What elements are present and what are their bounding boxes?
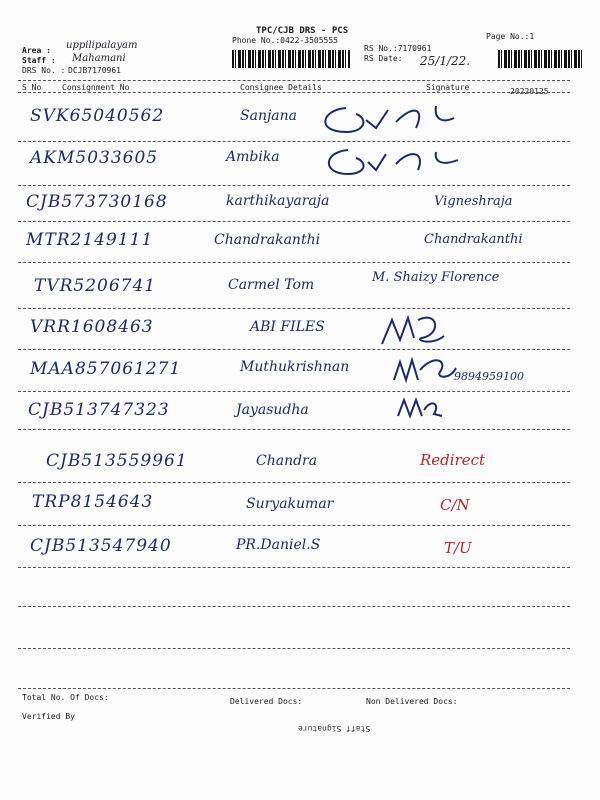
area-label: Area : <box>22 46 51 55</box>
col-consignment: Consignment No <box>62 83 130 92</box>
signature-remark: C/N <box>440 496 470 514</box>
signature-text: Vigneshraja <box>434 194 513 209</box>
signature-scribble <box>318 140 468 180</box>
col-sno: S No <box>22 83 42 92</box>
row-divider <box>18 688 570 689</box>
phone-number: Phone No.:0422-3505555 <box>232 36 338 45</box>
verified-by-label: Verified By <box>22 712 75 721</box>
drs-value: DCJB7170961 <box>68 66 121 75</box>
row-divider <box>18 429 570 430</box>
consignment-number: TVR5206741 <box>34 276 157 296</box>
consignee-name: Sanjana <box>240 108 298 124</box>
non-delivered-docs-label: Non Delivered Docs: <box>366 697 458 706</box>
header-rule-bottom <box>18 92 570 93</box>
row-divider <box>18 349 570 350</box>
row-divider <box>18 221 570 222</box>
signature-scribble <box>394 394 444 422</box>
consignee-name: Chandra <box>256 453 318 469</box>
row-divider <box>18 391 570 392</box>
signature-text: M. Shaizy Florence <box>372 270 500 285</box>
header-rule-top <box>18 80 570 81</box>
rs-number: RS No.:7170961 <box>364 44 432 53</box>
document-title: TPC/CJB DRS - PCS <box>256 26 349 36</box>
col-consignee: Consignee Details <box>240 83 322 92</box>
row-divider <box>18 141 570 142</box>
col-date-code: 20220125 <box>510 87 549 96</box>
rs-date-value: 25/1/22. <box>420 54 471 68</box>
signature-scribble <box>378 310 448 350</box>
consignee-name: Carmel Tom <box>228 277 315 293</box>
row-divider <box>18 525 570 526</box>
signature-scribble <box>316 98 466 138</box>
consignment-number: SVK65040562 <box>30 106 165 126</box>
consignment-number: CJB573730168 <box>26 192 168 212</box>
consignee-name: PR.Daniel.S <box>236 537 321 553</box>
barcode-right <box>498 50 582 68</box>
drs-label: DRS No. : <box>22 66 66 75</box>
consignment-number: TRP8154643 <box>32 492 154 512</box>
row-divider <box>18 567 570 568</box>
signature-phone: 9894959100 <box>454 370 524 383</box>
consignee-name: Chandrakanthi <box>214 232 321 248</box>
row-divider <box>18 308 570 309</box>
signature-scribble <box>390 350 460 390</box>
page-number: Page No.:1 <box>486 32 535 41</box>
signature-remark: T/U <box>444 539 472 557</box>
consignee-name: Muthukrishnan <box>240 359 350 375</box>
barcode-left <box>232 50 350 68</box>
row-divider <box>18 648 570 649</box>
consignment-number: MAA857061271 <box>30 359 182 379</box>
total-docs-label: Total No. Of Docs: <box>22 693 109 702</box>
consignee-name: Suryakumar <box>246 496 334 512</box>
staff-label: Staff : <box>22 56 56 65</box>
consignee-name: ABI FILES <box>250 319 325 335</box>
row-divider <box>18 482 570 483</box>
consignee-name: karthikayaraja <box>226 193 330 209</box>
signature-text: Chandrakanthi <box>424 232 523 247</box>
consignee-name: Jayasudha <box>236 402 309 418</box>
col-signature: Signature <box>426 83 470 92</box>
signature-remark: Redirect <box>420 451 486 469</box>
row-divider <box>18 606 570 607</box>
consignment-number: VRR1608463 <box>30 317 154 337</box>
staff-signature-label: Staff Signature <box>298 724 371 733</box>
area-value: uppilipalayam <box>66 40 138 51</box>
consignment-number: AKM5033605 <box>30 148 159 168</box>
consignee-name: Ambika <box>226 149 280 165</box>
consignment-number: MTR2149111 <box>26 230 154 250</box>
rs-date-label: RS Date: <box>364 54 403 63</box>
row-divider <box>18 262 570 263</box>
delivered-docs-label: Delivered Docs: <box>230 697 303 706</box>
consignment-number: CJB513559961 <box>46 451 188 471</box>
row-divider <box>18 185 570 186</box>
consignment-number: CJB513747323 <box>28 400 170 420</box>
staff-value: Mahamani <box>72 53 126 64</box>
consignment-number: CJB513547940 <box>30 536 172 556</box>
